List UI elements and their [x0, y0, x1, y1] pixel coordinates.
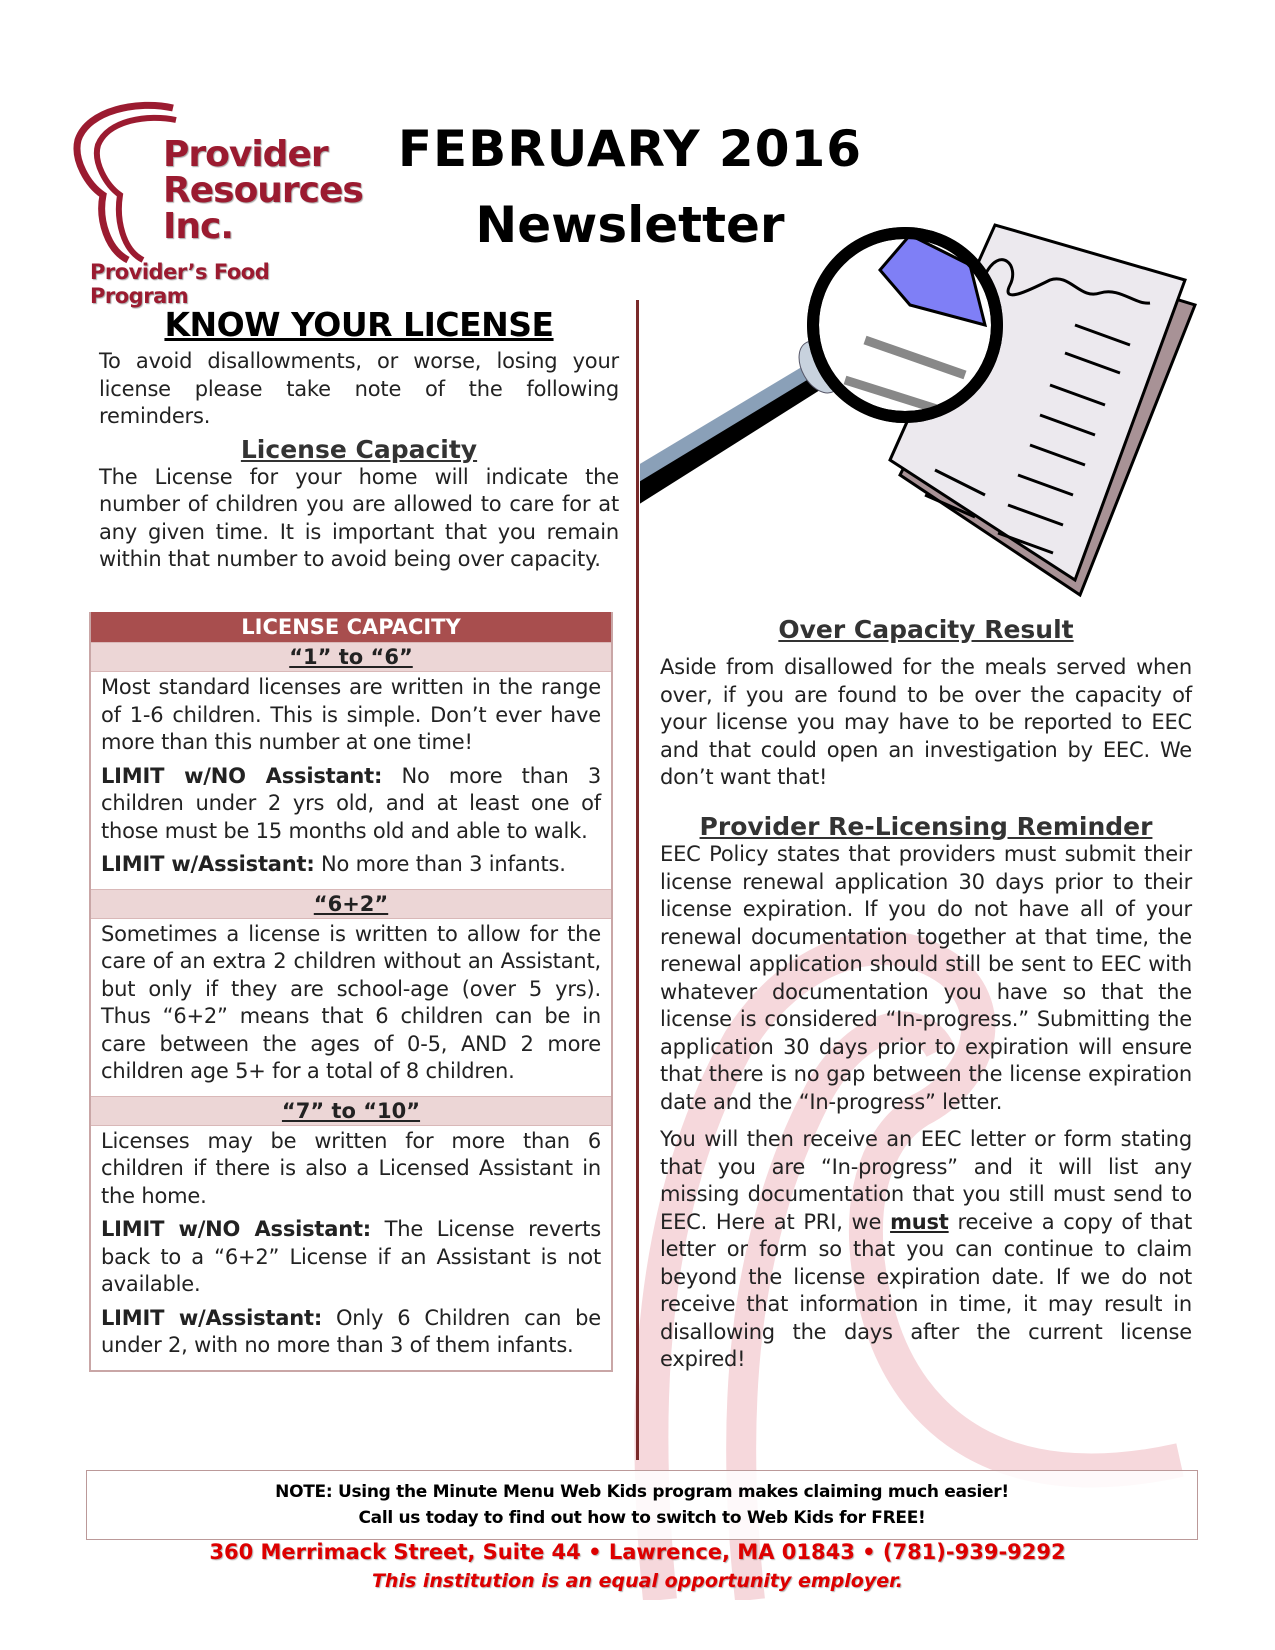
paragraph-lead: LIMIT w/Assistant:	[101, 852, 315, 876]
know-your-license-intro: To avoid disallowments, or worse, losing your license please take note of the following reminders.	[99, 349, 619, 428]
license-capacity-heading: License Capacity	[240, 434, 478, 464]
web-kids-note-box	[86, 1470, 1198, 1540]
relicensing-heading: Provider Re-Licensing Reminder	[699, 812, 1153, 841]
company-logo	[68, 100, 368, 308]
section-title-text: “6+2”	[313, 891, 389, 916]
capacity-section-body	[91, 919, 611, 1096]
relicensing-paragraph-2	[660, 1126, 1192, 1374]
logo-subtitle: Provider’s Food Program	[90, 260, 270, 308]
logo-text-line1: Provider	[163, 134, 328, 175]
note-line-2: Call us today to find out how to switch to Web Kids for FREE!	[358, 1508, 926, 1528]
capacity-paragraph	[101, 921, 601, 1086]
paragraph-text: No more than 3 infants.	[314, 852, 566, 876]
over-capacity-text: Aside from disallowed for the meals served when over, if you are found to be over the capacity of your license you may have to be reported to EEC and that could open an investigation by EEC. We don’t want that!	[660, 655, 1192, 789]
license-capacity-table	[89, 612, 613, 1372]
paragraph-text: You will then receive an EEC letter or form stating that you are “In-progress” and it will list any missing documentation that you still must send to EEC. Here at PRI, we	[660, 1127, 1192, 1234]
column-divider	[636, 300, 639, 1460]
paragraph-lead: LIMIT w/Assistant:	[101, 1305, 323, 1330]
paragraph-text: The License reverts back to a “6+2” License if an Assistant is not available.	[101, 1217, 601, 1296]
capacity-paragraph	[101, 1305, 601, 1360]
capacity-section-title	[91, 642, 611, 672]
paragraph-text: Licenses may be written for more than 6 children if there is also a Licensed Assistant in the home.	[101, 1128, 601, 1208]
logo-text-line2: Resources	[163, 170, 363, 211]
newsletter-title: Newsletter	[475, 196, 785, 254]
paragraph-text: receive a copy of that letter or form so that you can continue to claim beyond the license expiration date. If we do not receive that information in time, it may result in disallowing the days after the current license expired!	[660, 1209, 1192, 1371]
emphasis-must: must	[890, 1209, 949, 1234]
capacity-section-body	[91, 672, 611, 889]
bread-slice-icon	[68, 100, 178, 270]
paragraph-text: Only 6 Children can be under 2, with no more than 3 of them infants.	[101, 1305, 601, 1357]
capacity-section-title	[91, 1096, 611, 1126]
paragraph-text: Most standard licenses are written in the range of 1-6 children. This is simple. Don’t ever have more than this number at one time!	[101, 675, 601, 754]
paragraph-lead: LIMIT w/NO Assistant:	[101, 1217, 372, 1241]
over-capacity-heading: Over Capacity Result	[778, 615, 1074, 644]
equal-opportunity-statement: This institution is an equal opportunity employer.	[371, 1570, 904, 1592]
address-line: 360 Merrimack Street, Suite 44 • Lawrence, MA 01843 • (781)-939-9292	[209, 1540, 1066, 1564]
capacity-table-header: LICENSE CAPACITY	[91, 612, 611, 642]
license-capacity-text: The License for your home will indicate the number of children you are allowed to care for at any given time. It is important that you remain within that number to avoid being over capacity.	[99, 464, 619, 571]
capacity-paragraph	[101, 763, 601, 846]
paragraph-text: No more than 3 children under 2 yrs old, and at least one of those must be 15 months old and able to walk.	[101, 763, 601, 843]
section-title-text: “1” to “6”	[289, 645, 413, 669]
document-magnifier-illustration	[640, 195, 1215, 605]
paragraph-text: Sometimes a license is written to allow for the care of an extra 2 children without an Assistant, but only if they are school-age (over 5 yrs). Thus “6+2” means that 6 children can be in care between the ages of 0-5, AND 2 more children age 5+ for a total of 8 children.	[101, 921, 601, 1083]
know-your-license-section	[99, 305, 619, 574]
relicensing-paragraph-1: EEC Policy states that providers must submit their license renewal application 30 days prior to their license expiration. If you do not have all of your renewal documentation together at that time, the renewal application should still be sent to EEC with whatever documentation you have so that the license is considered “In-progress.” Submitting the application 30 days prior to expiration will ensure that there is no gap between the license expiration date and the “In-progress” letter.	[660, 842, 1192, 1114]
paragraph-lead: LIMIT w/NO Assistant:	[101, 763, 383, 788]
know-your-license-heading: KNOW YOUR LICENSE	[164, 305, 554, 344]
capacity-section-body	[91, 1126, 611, 1370]
over-capacity-section	[660, 615, 1192, 792]
logo-text-line3: Inc.	[163, 206, 234, 247]
note-line-1: NOTE: Using the Minute Menu Web Kids program makes claiming much easier!	[275, 1482, 1009, 1502]
section-title-text: “7” to “10”	[281, 1098, 421, 1123]
capacity-paragraph	[101, 851, 601, 879]
capacity-section-title	[91, 889, 611, 919]
capacity-paragraph	[101, 1128, 601, 1211]
capacity-paragraph	[101, 1216, 601, 1299]
relicensing-section	[660, 812, 1192, 1374]
newsletter-title-month: FEBRUARY 2016	[397, 120, 863, 178]
capacity-paragraph	[101, 674, 601, 757]
